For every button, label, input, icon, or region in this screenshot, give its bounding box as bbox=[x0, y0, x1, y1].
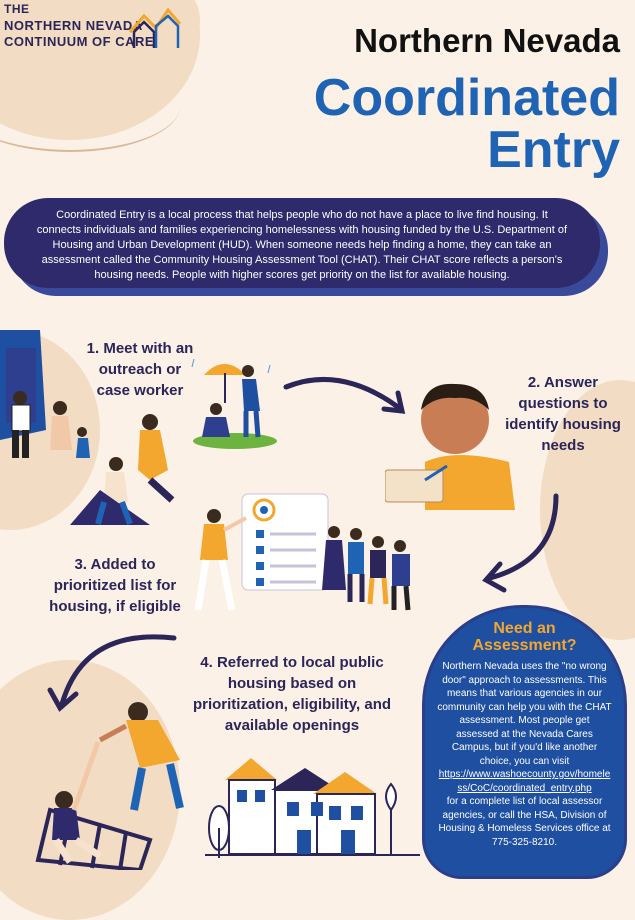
logo-text-continuum: CONTINUUM OF CARE bbox=[4, 34, 155, 49]
helping-hand-illustration bbox=[30, 690, 200, 870]
step-2-line: needs bbox=[541, 437, 585, 454]
step-1-line: case worker bbox=[96, 382, 184, 399]
need-assessment-heading-line1: Need an bbox=[493, 620, 556, 637]
prioritized-list-illustration bbox=[190, 490, 420, 625]
title-coordinated-entry bbox=[250, 69, 620, 179]
arrow-step2-to-step3 bbox=[476, 490, 566, 600]
need-assessment-panel bbox=[422, 605, 627, 879]
step-2-line: questions to bbox=[518, 395, 608, 412]
step-3-line: 3. Added to bbox=[74, 556, 156, 573]
step-4-line: available openings bbox=[224, 717, 360, 734]
houses-illustration bbox=[205, 750, 420, 860]
step-4-line: prioritization, eligibility, and bbox=[192, 696, 392, 713]
step-4-line: housing based on bbox=[227, 675, 357, 692]
washoe-county-link[interactable]: https://www.washoecounty.gov/homeless/CoC/coordinated_entry.php bbox=[438, 769, 611, 794]
title-entry: Entry bbox=[487, 121, 620, 179]
intro-description: Coordinated Entry is a local process that helps people who do not have a place to live find housing. It connects individuals and families experiencing homelessness with housing funded by the U.S. Department of Housing and Urban Development (HUD). When someone needs help finding a home, they can take an assessment called the Community Housing Assessment Tool (CHAT). Their CHAT score reflects a person's housing needs. People with higher scores get priority on the list for available housing. bbox=[4, 198, 600, 288]
assessment-text-intro: Northern Nevada uses the "no wrong door" approach to assessments. This means that various agencies in our community can help you with the CHAT assessment. Most people get assessed at the Nevada Cares Campus, but if you'd like another choice, you can visit bbox=[437, 661, 612, 767]
step-4-line: 4. Referred to local public bbox=[200, 654, 384, 671]
assessment-text-outro: for a complete list of local assessor agencies, or call the HSA, Division of Housing & Homeless Services office at bbox=[438, 796, 611, 834]
step-3-line: prioritized list for bbox=[53, 577, 177, 594]
title-coordinated: Coordinated bbox=[313, 69, 620, 127]
step-3-line: housing, if eligible bbox=[49, 598, 181, 615]
rain-shelter-illustration bbox=[190, 355, 280, 450]
logo-houses-icon bbox=[126, 2, 182, 50]
background-blob-mid-left bbox=[0, 60, 180, 152]
step-1-line: outreach or bbox=[98, 361, 182, 378]
title-northern-nevada: Northern Nevada bbox=[354, 22, 620, 59]
step-2-line: 2. Answer bbox=[527, 374, 599, 391]
logo-text-northern-nevada: NORTHERN NEVADA bbox=[4, 18, 143, 33]
step-4-text bbox=[172, 652, 412, 736]
need-assessment-body bbox=[437, 660, 612, 849]
outreach-illustration bbox=[0, 330, 200, 530]
assessment-phone: 775-325-8210. bbox=[491, 836, 558, 848]
step-2-text bbox=[493, 372, 633, 456]
step-1-line: 1. Meet with an bbox=[86, 340, 194, 357]
step-3-text bbox=[30, 554, 200, 617]
logo-text-the: THE bbox=[4, 2, 30, 16]
need-assessment-heading bbox=[425, 620, 624, 654]
step-2-line: identify housing bbox=[505, 416, 621, 433]
need-assessment-heading-line2: Assessment? bbox=[472, 637, 577, 654]
